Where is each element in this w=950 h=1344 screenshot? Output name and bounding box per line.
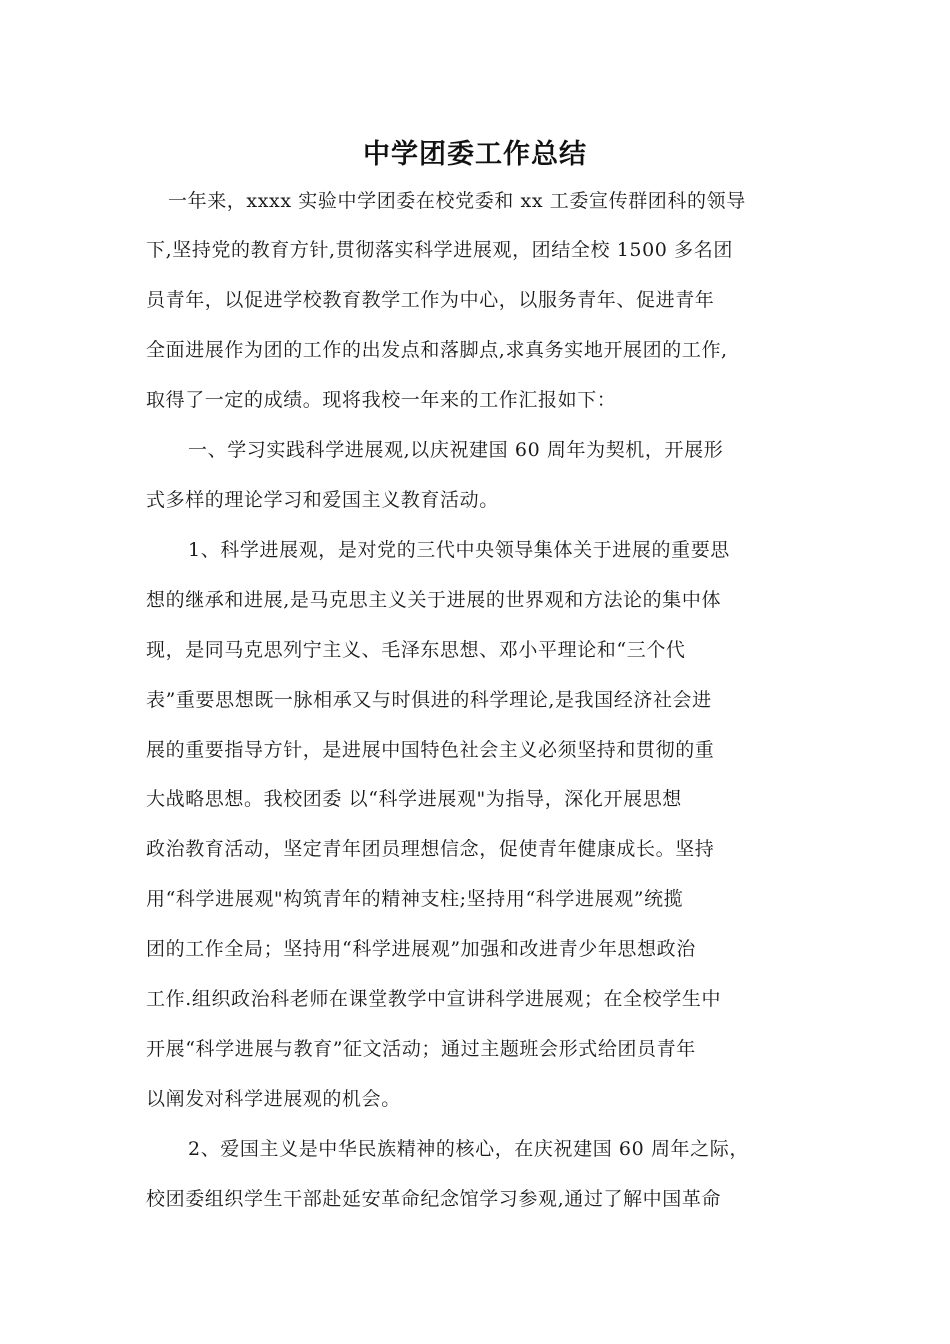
paragraph-line: 校团委组织学生干部赴延安革命纪念馆学习参观,通过了解中国革命	[146, 1188, 722, 1210]
section-heading-line: 式多样的理论学习和爱国主义教育活动。	[146, 489, 499, 511]
paragraph-line: 想的继承和进展,是马克思主义关于进展的世界观和方法论的集中体	[146, 589, 722, 611]
paragraph-line: 一年来，xxxx 实验中学团委在校党委和 xx 工委宣传群团科的领导	[168, 190, 746, 212]
paragraph-line: 展的重要指导方针，是进展中国特色社会主义必须坚持和贯彻的重	[146, 739, 715, 761]
paragraph-line: 政治教育活动，坚定青年团员理想信念，促使青年健康成长。坚持	[146, 838, 715, 860]
paragraph-line: 现，是同马克思列宁主义、毛泽东思想、邓小平理论和“三个代	[146, 639, 686, 661]
paragraph-line: 1、科学进展观，是对党的三代中央领导集体关于进展的重要思	[188, 539, 730, 561]
paragraph-line: 全面进展作为团的工作的出发点和落脚点,求真务实地开展团的工作,	[146, 339, 728, 361]
paragraph-line: 以阐发对科学进展观的机会。	[146, 1088, 401, 1110]
document-title: 中学团委工作总结	[363, 139, 587, 170]
paragraph-line: 下,坚持党的教育方针,贯彻落实科学进展观，团结全校 1500 多名团	[146, 239, 733, 261]
paragraph-line: 大战略思想。我校团委 以“科学进展观"为指导，深化开展思想	[146, 788, 682, 810]
paragraph-line: 团的工作全局；坚持用“科学进展观”加强和改进青少年思想政治	[146, 938, 696, 960]
paragraph-line: 员青年，以促进学校教育教学工作为中心，以服务青年、促进青年	[146, 289, 715, 311]
paragraph-line: 表”重要思想既一脉相承又与时俱进的科学理论,是我国经济社会进	[146, 689, 712, 711]
paragraph-line: 工作.组织政治科老师在课堂教学中宣讲科学进展观；在全校学生中	[146, 988, 722, 1010]
paragraph-line: 开展“科学进展与教育”征文活动；通过主题班会形式给团员青年	[146, 1038, 696, 1060]
paragraph-line: 用“科学进展观"构筑青年的精神支柱;坚持用“科学进展观”统揽	[146, 888, 684, 910]
paragraph-line: 取得了一定的成绩。现将我校一年来的工作汇报如下：	[146, 389, 617, 411]
paragraph-line: 2、爱国主义是中华民族精神的核心，在庆祝建国 60 周年之际，	[188, 1138, 749, 1160]
section-heading-line: 一、学习实践科学进展观,以庆祝建国 60 周年为契机，开展形	[188, 439, 724, 461]
